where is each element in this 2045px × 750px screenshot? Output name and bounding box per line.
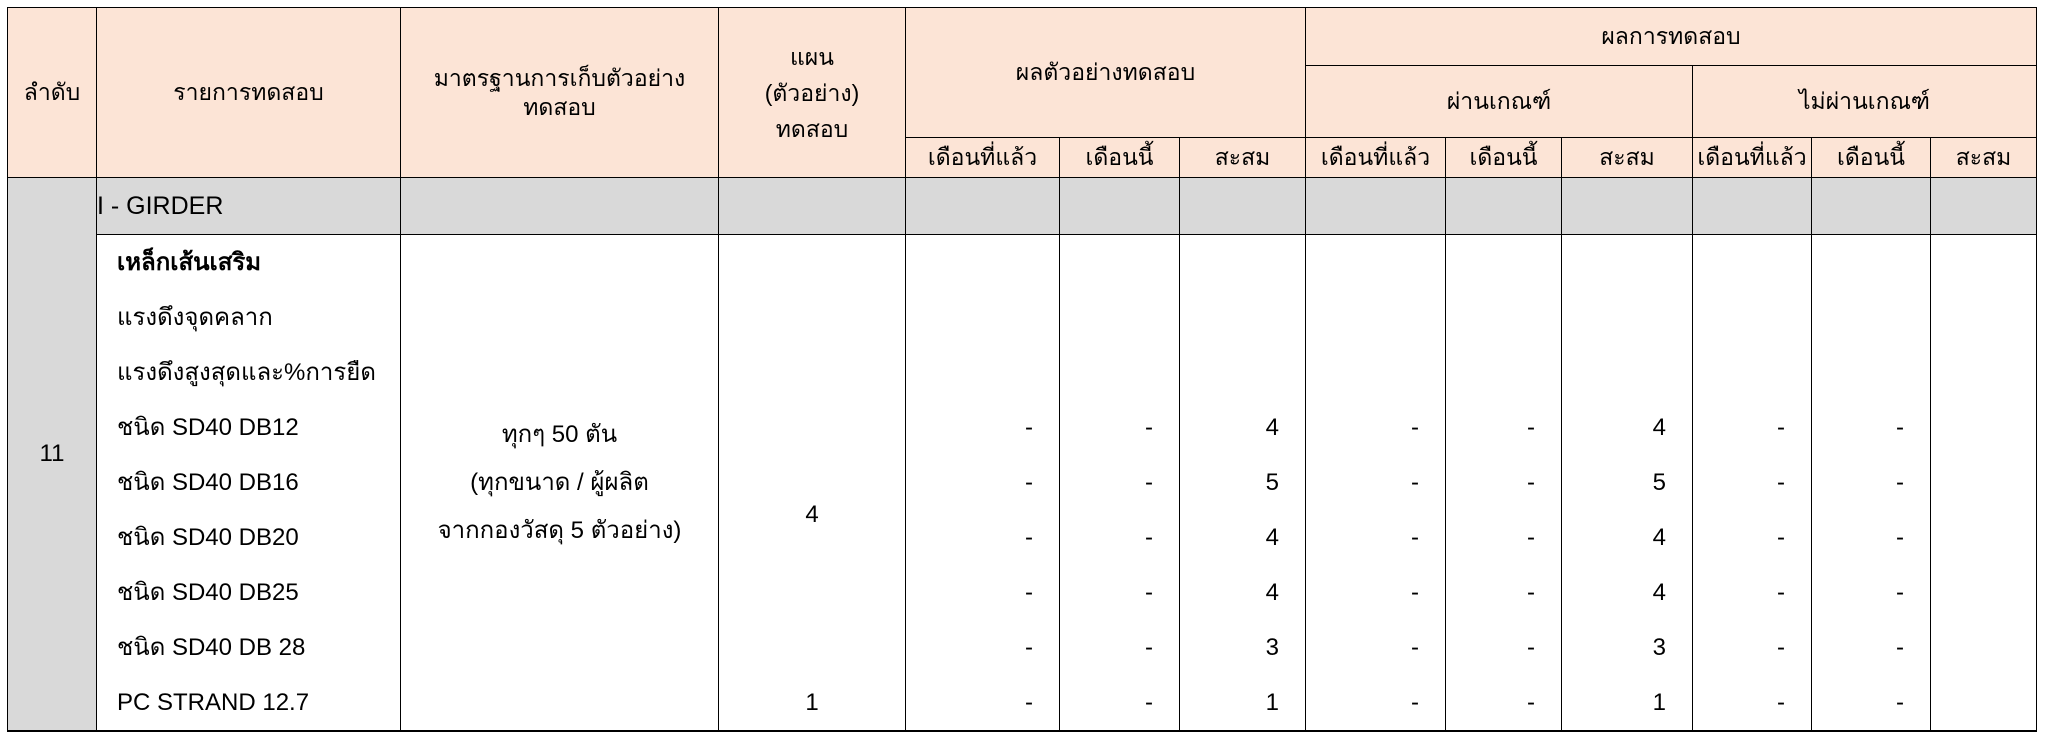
header-group-sample-result: ผลตัวอย่างทดสอบ bbox=[906, 8, 1306, 138]
sample-cumulative-cell bbox=[1180, 235, 1306, 732]
test-item-label: แรงดึงสูงสุดและ%การยืด bbox=[117, 359, 376, 386]
cell-value bbox=[1812, 290, 1930, 345]
cell-value: - bbox=[1411, 579, 1419, 606]
test-item-list-cell bbox=[97, 235, 401, 732]
cell-value bbox=[1180, 235, 1305, 290]
header-plan bbox=[719, 8, 906, 178]
cell-value bbox=[906, 235, 1059, 290]
sample-this-month-cell bbox=[1060, 235, 1180, 732]
cell-value: - bbox=[1896, 634, 1904, 661]
cell-value: - bbox=[1025, 634, 1033, 661]
cell-value: - bbox=[1145, 579, 1153, 606]
cell-value: - bbox=[1145, 689, 1153, 716]
header-group-fail: ไม่ผ่านเกณฑ์ bbox=[1693, 66, 2037, 138]
header-fail-this-month: เดือนนี้ bbox=[1812, 138, 1931, 178]
standard-line: จากกองวัสดุ 5 ตัวอย่าง) bbox=[437, 516, 682, 544]
cell-value bbox=[1180, 290, 1305, 345]
section-empty-standard bbox=[401, 178, 719, 235]
cell-value: - bbox=[1527, 524, 1535, 551]
pass-last-month-cell bbox=[1306, 235, 1446, 732]
cell-value: - bbox=[1896, 469, 1904, 496]
section-empty-cell bbox=[1060, 178, 1180, 235]
cell-value: 4 bbox=[1265, 414, 1279, 441]
header-sampling-standard: มาตรฐานการเก็บตัวอย่างทดสอบ bbox=[401, 8, 719, 178]
test-summary-table bbox=[7, 7, 2037, 732]
header-sample-last-month: เดือนที่แล้ว bbox=[906, 138, 1060, 178]
cell-value bbox=[1931, 455, 2036, 510]
cell-value: - bbox=[1527, 469, 1535, 496]
cell-value: - bbox=[1411, 414, 1419, 441]
cell-value: - bbox=[1777, 414, 1785, 441]
cell-value: 4 bbox=[1265, 524, 1279, 551]
cell-value: - bbox=[1025, 689, 1033, 716]
test-item-list bbox=[97, 235, 400, 730]
cell-value bbox=[1693, 290, 1811, 345]
section-empty-cell bbox=[906, 178, 1060, 235]
header-plan-line2: (ตัวอย่าง) bbox=[764, 79, 860, 106]
cell-value: 4 bbox=[1652, 414, 1666, 441]
header-group-pass: ผ่านเกณฑ์ bbox=[1306, 66, 1693, 138]
cell-value bbox=[1446, 235, 1561, 290]
cell-value: 5 bbox=[1265, 469, 1279, 496]
cell-value bbox=[1931, 565, 2036, 620]
cell-value bbox=[906, 345, 1059, 400]
cell-value: - bbox=[1411, 524, 1419, 551]
header-sample-cumulative: สะสม bbox=[1180, 138, 1306, 178]
test-item-label: ชนิด SD40 DB12 bbox=[117, 414, 299, 441]
cell-value: 4 bbox=[1652, 579, 1666, 606]
pass-cumulative-cell bbox=[1562, 235, 1693, 732]
cell-value bbox=[1306, 290, 1445, 345]
plan-group-value: 4 bbox=[805, 501, 819, 528]
test-item-label: ชนิด SD40 DB16 bbox=[117, 469, 299, 496]
header-pass-cumulative: สะสม bbox=[1562, 138, 1693, 178]
cell-value bbox=[1060, 290, 1179, 345]
section-empty-cell bbox=[1812, 178, 1931, 235]
cell-value: - bbox=[1411, 469, 1419, 496]
test-item-label: แรงดึงจุดคลาก bbox=[117, 304, 273, 331]
cell-value: 3 bbox=[1265, 634, 1279, 661]
cell-value: - bbox=[1527, 414, 1535, 441]
cell-value: - bbox=[1527, 634, 1535, 661]
pass-this-month-cell bbox=[1446, 235, 1562, 732]
header-pass-this-month: เดือนนี้ bbox=[1446, 138, 1562, 178]
cell-value bbox=[1306, 345, 1445, 400]
header-plan-line3: ทดสอบ bbox=[775, 115, 849, 142]
cell-value bbox=[1931, 235, 2036, 290]
section-empty-cell bbox=[1693, 178, 1812, 235]
section-empty-plan bbox=[719, 178, 906, 235]
cell-value: - bbox=[1145, 524, 1153, 551]
fail-this-month-cell bbox=[1812, 235, 1931, 732]
section-empty-cell bbox=[1562, 178, 1693, 235]
cell-value bbox=[1180, 345, 1305, 400]
test-item-label: ชนิด SD40 DB 28 bbox=[117, 634, 306, 661]
cell-value: 1 bbox=[1652, 689, 1666, 716]
cell-value: - bbox=[1025, 579, 1033, 606]
cell-value bbox=[1812, 235, 1930, 290]
cell-value: 1 bbox=[1265, 689, 1279, 716]
test-item-label: ชนิด SD40 DB25 bbox=[117, 579, 299, 606]
cell-value: 4 bbox=[1652, 524, 1666, 551]
cell-value: - bbox=[1527, 689, 1535, 716]
test-item-label: PC STRAND 12.7 bbox=[117, 689, 310, 716]
sampling-standard-cell bbox=[401, 235, 719, 732]
cell-value: - bbox=[1025, 469, 1033, 496]
cell-value bbox=[1446, 290, 1561, 345]
header-fail-last-month: เดือนที่แล้ว bbox=[1693, 138, 1812, 178]
cell-value bbox=[1931, 620, 2036, 675]
standard-line: ทุกๆ 50 ตัน bbox=[501, 420, 618, 448]
fail-cumulative-cell bbox=[1931, 235, 2037, 732]
cell-value: - bbox=[1025, 524, 1033, 551]
cell-value: - bbox=[1777, 469, 1785, 496]
cell-value bbox=[1693, 235, 1811, 290]
cell-value: - bbox=[1411, 634, 1419, 661]
order-no-cell: 11 bbox=[8, 178, 97, 732]
header-pass-last-month: เดือนที่แล้ว bbox=[1306, 138, 1446, 178]
cell-value: - bbox=[1896, 579, 1904, 606]
cell-value: - bbox=[1777, 579, 1785, 606]
cell-value: - bbox=[1527, 579, 1535, 606]
header-plan-line1: แผน bbox=[789, 43, 835, 70]
cell-value bbox=[1060, 345, 1179, 400]
section-empty-cell bbox=[1931, 178, 2037, 235]
cell-value: 4 bbox=[1265, 579, 1279, 606]
cell-value: - bbox=[1145, 634, 1153, 661]
cell-value: - bbox=[1025, 414, 1033, 441]
standard-line: (ทุกขนาด / ผู้ผลิต bbox=[470, 468, 649, 496]
cell-value: - bbox=[1145, 414, 1153, 441]
header-fail-cumulative: สะสม bbox=[1931, 138, 2037, 178]
cell-value bbox=[1562, 290, 1692, 345]
cell-value bbox=[1931, 345, 2036, 400]
cell-value bbox=[1931, 290, 2036, 345]
plan-cell bbox=[719, 235, 906, 732]
cell-value bbox=[1693, 345, 1811, 400]
cell-value: - bbox=[1896, 524, 1904, 551]
header-sample-this-month: เดือนนี้ bbox=[1060, 138, 1180, 178]
cell-value bbox=[1931, 510, 2036, 565]
cell-value: - bbox=[1896, 689, 1904, 716]
cell-value: - bbox=[1411, 689, 1419, 716]
cell-value bbox=[1306, 235, 1445, 290]
plan-values bbox=[719, 235, 905, 730]
cell-value bbox=[1931, 675, 2036, 730]
cell-value bbox=[1562, 345, 1692, 400]
cell-value: - bbox=[1145, 469, 1153, 496]
cell-value: - bbox=[1777, 689, 1785, 716]
plan-row-value: 1 bbox=[805, 689, 819, 716]
cell-value: 5 bbox=[1652, 469, 1666, 496]
fail-last-month-cell bbox=[1693, 235, 1812, 732]
cell-value bbox=[1562, 235, 1692, 290]
cell-value bbox=[1060, 235, 1179, 290]
cell-value: 3 bbox=[1652, 634, 1666, 661]
sample-last-month-cell bbox=[906, 235, 1060, 732]
header-order-no: ลำดับ bbox=[8, 8, 97, 178]
test-item-label: ชนิด SD40 DB20 bbox=[117, 524, 299, 551]
test-item-label: เหล็กเส้นเสริม bbox=[117, 249, 262, 276]
cell-value bbox=[1812, 345, 1930, 400]
section-empty-cell bbox=[1180, 178, 1306, 235]
section-empty-cell bbox=[1446, 178, 1562, 235]
section-title-cell: I - GIRDER bbox=[97, 178, 401, 235]
cell-value bbox=[1931, 400, 2036, 455]
cell-value bbox=[906, 290, 1059, 345]
section-empty-cell bbox=[1306, 178, 1446, 235]
cell-value bbox=[1446, 345, 1561, 400]
header-group-test-result: ผลการทดสอบ bbox=[1306, 8, 2037, 66]
cell-value: - bbox=[1896, 414, 1904, 441]
sampling-standard-text bbox=[401, 411, 718, 555]
header-test-item: รายการทดสอบ bbox=[97, 8, 401, 178]
cell-value: - bbox=[1777, 524, 1785, 551]
cell-value: - bbox=[1777, 634, 1785, 661]
